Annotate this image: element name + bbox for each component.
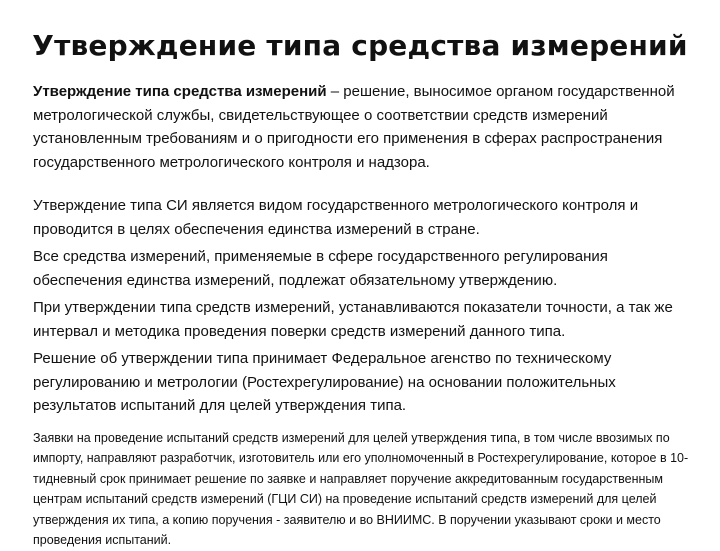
definition-term: Утверждение типа средства измерений <box>33 83 327 100</box>
definition-paragraph <box>33 80 697 174</box>
slide-title: Утверждение типа средства измерений <box>0 26 720 66</box>
definition-text: – решение, выносимое органом государственной метрологической службы, свидетельствующее о соответствии средств измерений установленным требованиям и о пригодности его применения в сферах распространения государственного метрологического контроля и надзора. <box>33 83 675 171</box>
paragraph-purpose: Утверждение типа СИ является видом государственного метрологического контроля и проводится в целях обеспечения единства измерений в стране. <box>33 194 697 241</box>
paragraph-mandatory: Все средства измерений, применяемые в сфере государственного регулирования обеспечения единства измерений, подлежат обязательному утверждению. <box>33 245 697 292</box>
paragraph-decision: Решение об утверждении типа принимает Федеральное агенство по техническому регулированию и метрологии (Ростехрегулирование) на основании положительных результатов испытаний для целей утверждения типа. <box>33 347 697 418</box>
paragraph-applications: Заявки на проведение испытаний средств измерений для целей утверждения типа, в том числе ввозимых по импорту, направляют разработчик, изготовитель или его уполномоченный в Ростехрегулирование, которое в 10-тидневный срок принимает решение по заявке и направляет поручение аккредитованным государственным центрам испытаний средств измерений (ГЦИ СИ) на проведение испытаний средств измерений для целей утверждения их типа, а копию поручения - заявителю и во ВНИИМС. В поручении указывают сроки и место проведения испытаний. <box>33 428 697 551</box>
paragraph-accuracy: При утверждении типа средств измерений, устанавливаются показатели точности, а так же интервал и методика проведения поверки средств измерений данного типа. <box>33 296 697 343</box>
slide-content <box>33 80 697 551</box>
